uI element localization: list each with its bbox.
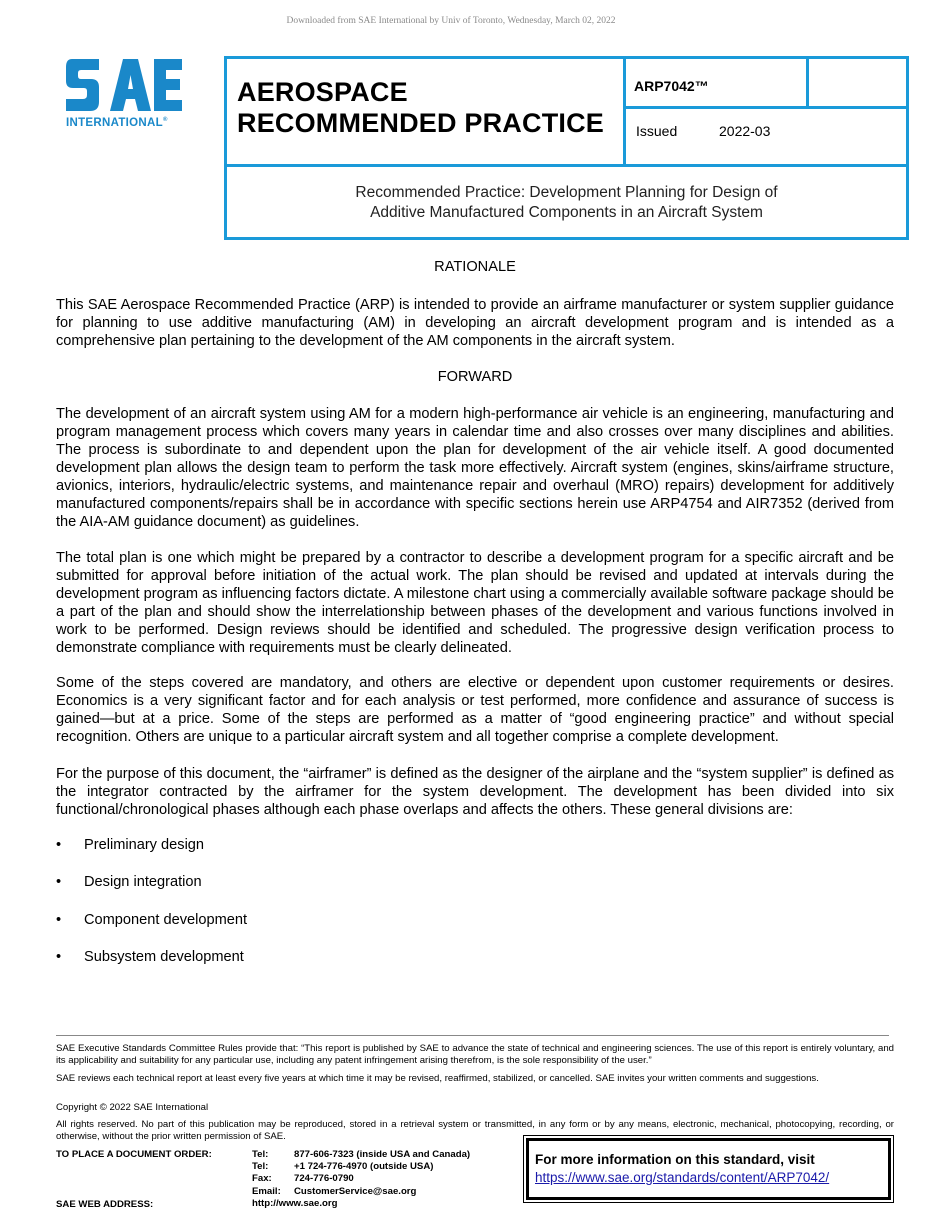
issued-label: Issued <box>636 123 678 139</box>
forward-paragraph-3: Some of the steps covered are mandatory, and others are elective or dependent upon customer requirements or desires. Economics is a very significant factor and for each analysis or test performed, more confidence and assurance of success is gained—but at a price. Some of the steps are performed as a matter of “good engineering practice” and without special recognition. Others are unique to a particular aircraft system and all together comprise a complete development. <box>56 675 894 745</box>
header-divider <box>224 164 909 167</box>
header-divider <box>623 106 909 109</box>
forward-paragraph-2: The total plan is one which might be prepared by a contractor to describe a development program for a specific aircraft and be submitted for approval before initiation of the actual work. The plan should be revised and updated at intervals during the development program as influencing factors dictate. A milestone chart using a commercially available software package should be a part of the plan and should show the interrelationship between phases of the development and various functions involved in work to be performed. Design reviews should be identified and scheduled. The progressive design verification process to demonstrate compliance with requirements must be clearly delineated. <box>56 550 894 656</box>
web-address-link[interactable]: http://www.sae.org <box>252 1197 338 1209</box>
review-note: SAE reviews each technical report at least every five years at which time it may be revised, reaffirmed, stabilized, or cancelled. SAE invites your written comments and suggestions. <box>56 1073 819 1084</box>
contact-tel-domestic: Tel: 877-606-7323 (inside USA and Canada) <box>252 1149 471 1160</box>
bullet-icon: • <box>56 837 62 853</box>
bullet-icon: • <box>56 912 62 928</box>
footer-divider <box>56 1035 889 1036</box>
rationale-paragraph: This SAE Aerospace Recommended Practice (ARP) is intended to provide an airframe manufacturer or system supplier guidance for planning to use additive manufacturing (AM) in developing an aircraft development program and is intended as a comprehensive plan pertaining to the development of the AM components in the aircraft system. <box>56 297 894 349</box>
standard-url-link[interactable]: https://www.sae.org/standards/content/ARP7042/ <box>535 1170 830 1185</box>
bullet-icon: • <box>56 874 62 890</box>
forward-heading: FORWARD <box>437 369 513 385</box>
web-address-label: SAE WEB ADDRESS: <box>56 1199 154 1210</box>
document-subtitle: Recommended Practice: Development Planning for Design of Additive Manufactured Components in an Aircraft System <box>355 184 778 221</box>
document-number: ARP7042™ <box>634 78 709 94</box>
rights-note: All rights reserved. No part of this publication may be reproduced, stored in a retrieval system or transmitted, in any form or by any means, electronic, mechanical, photocopying, recording, or otherwise, without the prior written permission of SAE. <box>56 1119 894 1142</box>
bullet-icon: • <box>56 949 62 965</box>
rationale-heading: RATIONALE <box>434 259 516 275</box>
contact-tel-international: Tel: +1 724-776-4970 (outside USA) <box>252 1161 434 1173</box>
download-note: Downloaded from SAE International by Univ of Toronto, Wednesday, March 02, 2022 <box>286 16 616 26</box>
issued-date: 2022-03 <box>719 123 771 139</box>
header-divider <box>806 56 809 108</box>
contact-block <box>252 1149 470 1210</box>
copyright: Copyright © 2022 SAE International <box>56 1102 209 1113</box>
forward-paragraph-4: For the purpose of this document, the “airframer” is defined as the designer of the airplane and the “system supplier” is defined as the integrator contracted by the airframer for the system development. The development has been divided into six functional/chronological phases although each phase overlaps and affects the others. These general divisions are: <box>56 766 894 818</box>
header-divider <box>623 56 626 166</box>
more-info-title: For more information on this standard, visit <box>535 1152 815 1167</box>
contact-email[interactable]: Email: CustomerService@sae.org <box>252 1185 417 1197</box>
contact-fax: Fax: 724-776-0790 <box>252 1173 354 1185</box>
more-info-box <box>526 1138 891 1200</box>
committee-rules-note: SAE Executive Standards Committee Rules provide that: “This report is published by SAE to advance the state of technical and engineering sciences. The use of this report is entirely voluntary, and its applicability and suitability for any particular use, including any patent infringement arising therefrom, is the sole responsibility of the user.” <box>56 1043 894 1066</box>
order-label: TO PLACE A DOCUMENT ORDER: <box>56 1149 212 1160</box>
logo-subtext: INTERNATIONAL® <box>66 117 168 129</box>
forward-paragraph-1: The development of an aircraft system using AM for a modern high-performance air vehicle is an engineering, manufacturing and program management process which covers many years in calendar time and also crosses over many disciplines and abilities. The process is subordinate to and dependent upon the plan for development of the air vehicle itself. A good documented development plan allows the design team to perform the task more effectively. Aircraft system (engines, skins/airframe structure, avionics, interiors, hydraulic/electric systems, and maintenance repair and overhaul (MRO) repairs) development for additively manufactured components/repairs shall be in accordance with specific sections herein use ARP4754 and AIR7352 (derived from the AIA-AM guidance document) as guidelines. <box>56 406 894 530</box>
document-type-title: AEROSPACE RECOMMENDED PRACTICE <box>237 77 605 138</box>
